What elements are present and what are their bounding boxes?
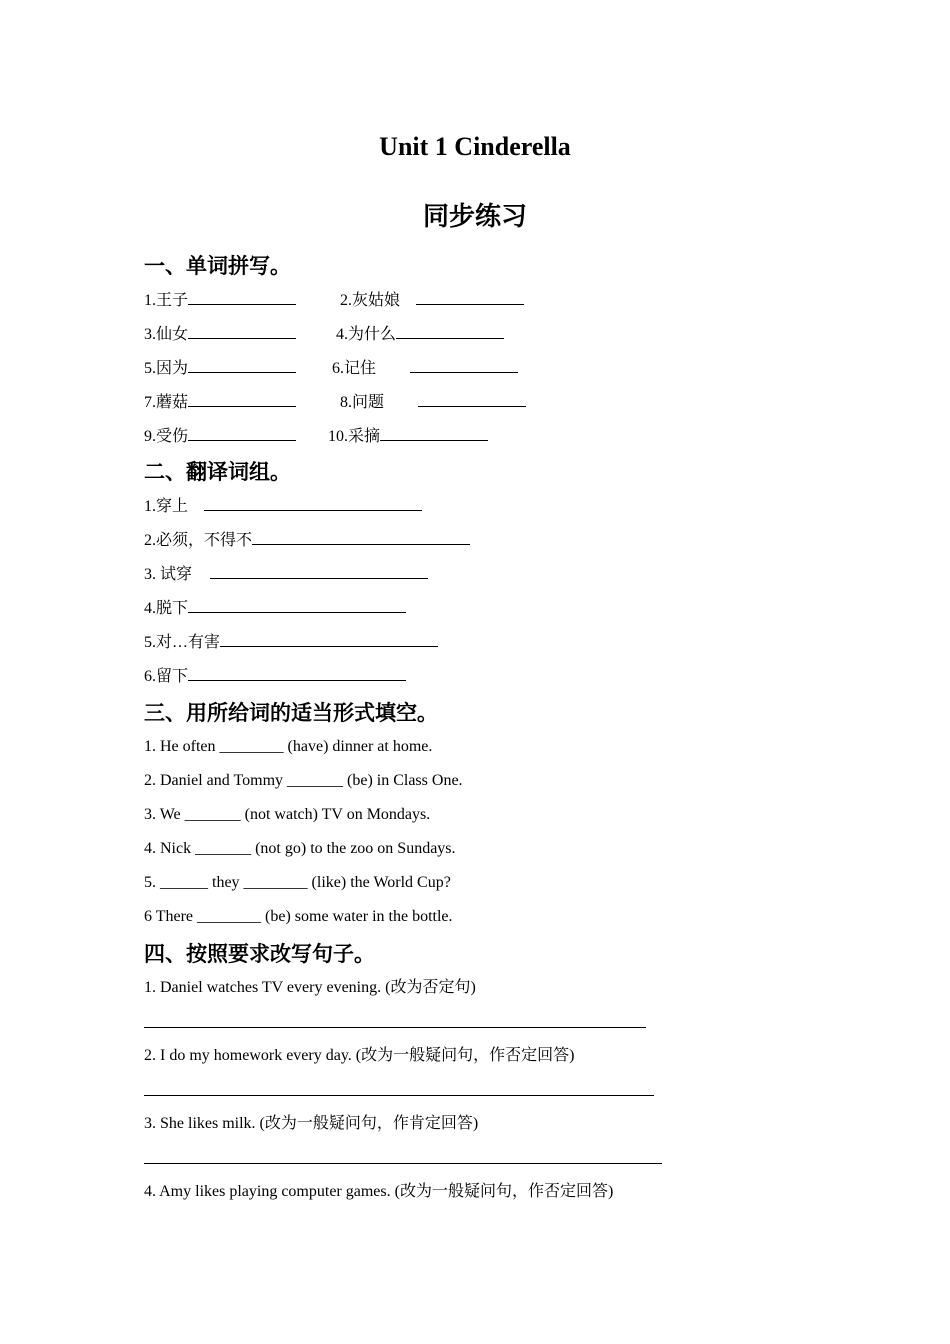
answer-blank[interactable] [418, 391, 526, 407]
answer-line[interactable] [144, 1095, 654, 1096]
section-heading-translation: 二、翻译词组。 [144, 460, 291, 484]
answer-blank[interactable] [188, 391, 296, 407]
answer-blank[interactable] [210, 563, 428, 579]
answer-blank[interactable] [204, 495, 422, 511]
translation-item: 2.必须，不得不 [144, 529, 470, 551]
spelling-item: 7.蘑菇 [144, 391, 296, 413]
answer-blank[interactable] [396, 323, 504, 339]
fill-in-item: 6 There ________ (be) some water in the bottle. [144, 908, 453, 925]
answer-blank[interactable] [220, 631, 438, 647]
spelling-item: 2.灰姑娘 [340, 289, 524, 311]
translation-item: 6.留下 [144, 665, 406, 687]
page-subtitle: 同步练习 [422, 202, 527, 231]
answer-blank[interactable] [188, 357, 296, 373]
answer-blank[interactable] [188, 665, 406, 681]
spelling-item: 1.王子 [144, 289, 296, 311]
answer-blank[interactable] [188, 425, 296, 441]
answer-blank[interactable] [380, 425, 488, 441]
spelling-item: 4.为什么 [336, 323, 504, 345]
translation-item: 4.脱下 [144, 597, 406, 619]
answer-blank[interactable] [188, 323, 296, 339]
spelling-item: 5.因为 [144, 357, 296, 379]
translation-item: 1.穿上 [144, 495, 422, 517]
translation-item: 5.对…有害 [144, 631, 438, 653]
spelling-item: 9.受伤 [144, 425, 296, 447]
page-title: Unit 1 Cinderella [379, 132, 571, 161]
spelling-item: 6.记住 [332, 357, 518, 379]
answer-blank[interactable] [416, 289, 524, 305]
fill-in-item: 3. We _______ (not watch) TV on Mondays. [144, 806, 431, 823]
section-heading-fill-in: 三、用所给词的适当形式填空。 [144, 701, 438, 725]
spelling-item: 10.采摘 [328, 425, 488, 447]
spelling-item: 3.仙女 [144, 323, 296, 345]
fill-in-item: 4. Nick _______ (not go) to the zoo on Sundays. [144, 840, 456, 857]
spelling-item: 8.问题 [340, 391, 526, 413]
fill-in-item: 2. Daniel and Tommy _______ (be) in Class One. [144, 772, 463, 789]
translation-item: 3. 试穿 [144, 563, 428, 585]
answer-blank[interactable] [410, 357, 518, 373]
answer-blank[interactable] [188, 289, 296, 305]
answer-blank[interactable] [252, 529, 470, 545]
section-heading-spelling: 一、单词拼写。 [144, 254, 291, 278]
answer-blank[interactable] [188, 597, 406, 613]
rewrite-item: 3. She likes milk. (改为一般疑问句，作肯定回答) [144, 1115, 479, 1132]
rewrite-item: 1. Daniel watches TV every evening. (改为否定句) [144, 979, 476, 996]
rewrite-item: 2. I do my homework every day. (改为一般疑问句，作否定回答) [144, 1047, 575, 1064]
rewrite-item: 4. Amy likes playing computer games. (改为一般疑问句，作否定回答) [144, 1183, 614, 1200]
answer-line[interactable] [144, 1163, 662, 1164]
section-heading-rewrite: 四、按照要求改写句子。 [144, 942, 375, 966]
answer-line[interactable] [144, 1027, 646, 1028]
fill-in-item: 1. He often ________ (have) dinner at home. [144, 738, 433, 755]
fill-in-item: 5. ______ they ________ (like) the World Cup? [144, 874, 451, 891]
